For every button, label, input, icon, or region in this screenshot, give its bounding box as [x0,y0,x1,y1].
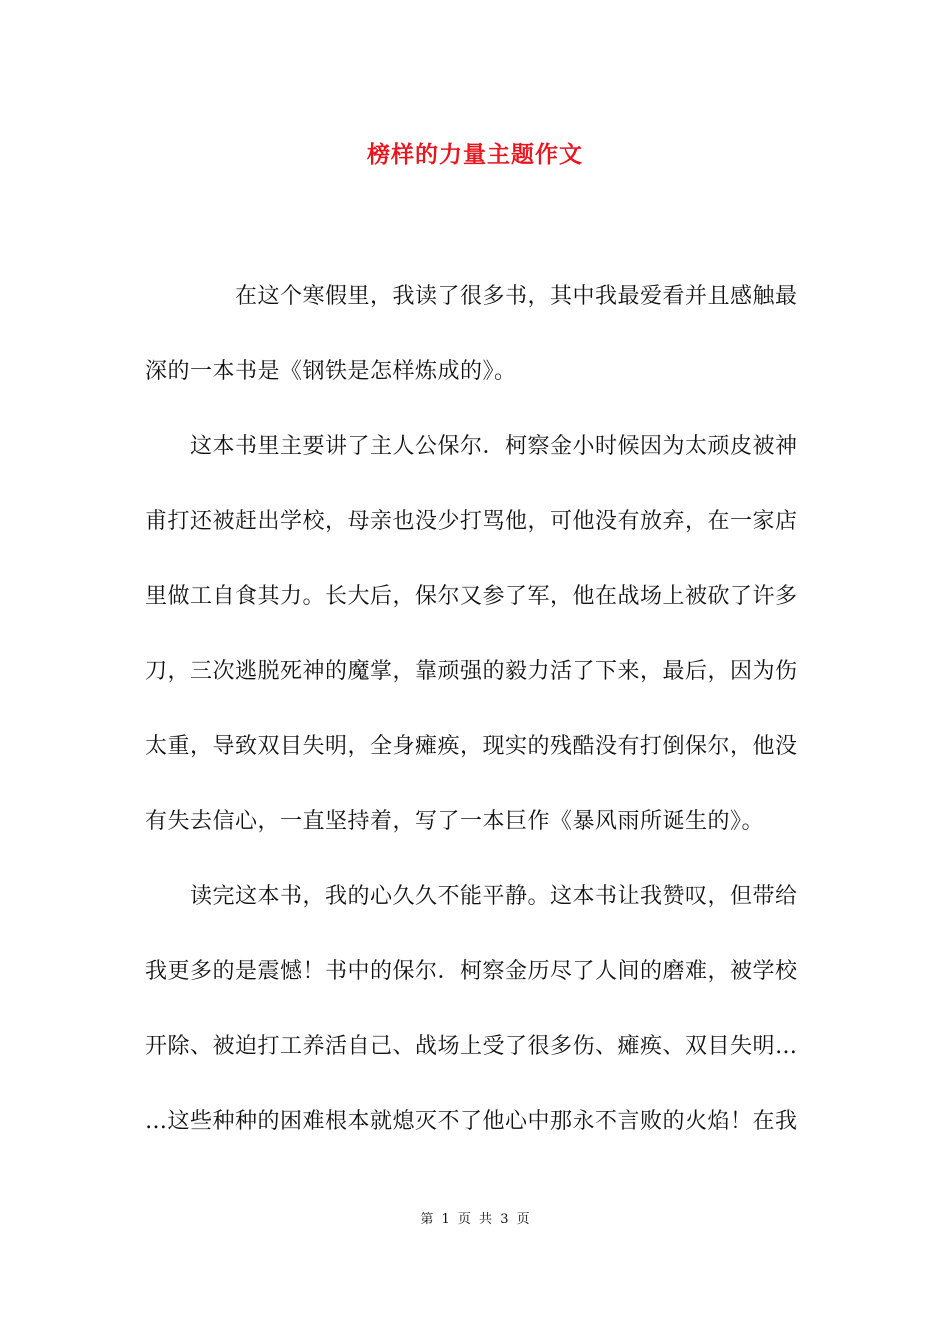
text-line: 有失去信心，一直坚持着，写了一本巨作《暴风雨所诞生的》。 [145,809,765,834]
text-line: 刀，三次逃脱死神的魔掌，靠顽强的毅力活了下来，最后，因为伤 [145,659,798,684]
text-line: 我更多的是震憾！书中的保尔．柯察金历尽了人间的磨难，被学校 [145,959,798,984]
text-line: 在这个寒假里，我读了很多书，其中我最爱看并且感触最 [145,284,798,309]
text-line: 开除、被迫打工养活自己、战场上受了很多伤、瘫痪、双目失明… [145,1034,798,1059]
text-line: 这本书里主要讲了主人公保尔．柯察金小时候因为太顽皮被神 [145,434,798,459]
text-line: 太重，导致双目失明，全身瘫痪，现实的残酷没有打倒保尔，他没 [145,734,798,759]
text-line: 甫打还被赶出学校，母亲也没少打骂他，可他没有放弃，在一家店 [145,509,798,534]
essay-body [145,276,810,1176]
page-title: 榜样的力量主题作文 [367,141,583,168]
page-number-footer: 第 1 页 共 3 页 [420,1212,530,1227]
text-line: 里做工自食其力。长大后，保尔又参了军，他在战场上被砍了许多 [145,584,798,609]
text-line: 读完这本书，我的心久久不能平静。这本书让我赞叹，但带给 [145,884,798,909]
text-line: …这些种种的困难根本就熄灭不了他心中那永不言败的火焰！在我 [145,1109,798,1134]
text-line: 深的一本书是《钢铁是怎样炼成的》。 [145,359,517,384]
